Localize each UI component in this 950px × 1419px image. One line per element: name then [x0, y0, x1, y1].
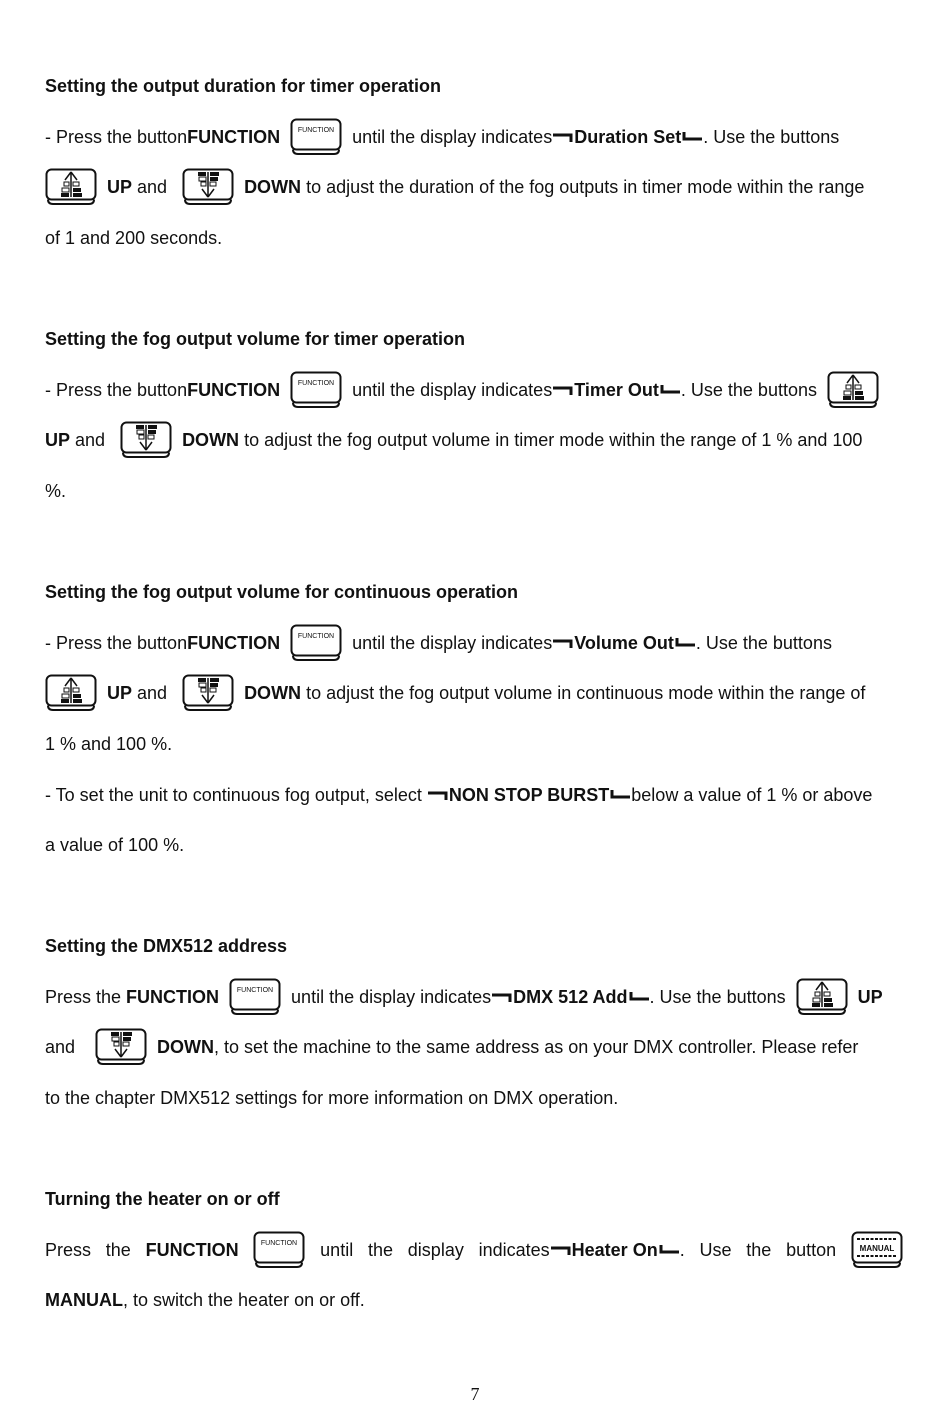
function-button-icon [290, 371, 342, 409]
paragraph-line: MANUAL , to switch the heater on or off. [45, 1289, 365, 1310]
quote-close-icon [681, 130, 703, 144]
section-title: Setting the fog output volume for continuous operation [45, 582, 518, 602]
display-text: Volume Out [574, 632, 674, 653]
down-button-icon [182, 674, 234, 712]
page-number: 7 [470, 1384, 480, 1404]
section-title: Setting the DMX512 address [45, 936, 288, 956]
quote-close-icon [674, 636, 696, 650]
up-button-icon [827, 371, 879, 409]
quote-close-icon [609, 788, 631, 802]
svg-text:FUNCTION: FUNCTION [297, 127, 335, 134]
display-text: Duration Set [574, 126, 682, 147]
paragraph-line: UP and DOWN to adjust the duration of the fog outputs in timer mode within the range [45, 167, 903, 207]
section-title: Setting the fog output volume for timer operation [45, 329, 465, 349]
function-button-icon [290, 118, 342, 156]
quote-close-icon [658, 1243, 680, 1257]
display-text: NON STOP BURST [448, 784, 610, 805]
quote-open-icon [552, 383, 574, 397]
function-button-icon [229, 978, 281, 1016]
section-title: Turning the heater on or off [45, 1189, 280, 1209]
quote-open-icon [552, 636, 574, 650]
up-button-icon [796, 978, 848, 1016]
paragraph-line: - To set the unit to continuous fog output, select NON STOP BURST below a value of 1 % or above [45, 784, 873, 805]
quote-open-icon [552, 130, 574, 144]
paragraph-line: UP and DOWN to adjust the fog output volume in continuous mode within the range of [45, 673, 903, 713]
paragraph-line: of 1 and 200 seconds. [45, 227, 223, 248]
display-text: Timer Out [574, 379, 659, 400]
svg-text:MANUAL: MANUAL [859, 1244, 895, 1253]
up-button-icon [45, 168, 97, 206]
paragraph-line: Press the FUNCTION FUNCTION until the display indicates Heater On . Use the button MANUAL [45, 1230, 903, 1270]
paragraph-line: Press the FUNCTION FUNCTION until the display indicates DMX 512 Add . Use the buttons UP [45, 977, 903, 1017]
function-button-icon [290, 624, 342, 662]
up-button-icon [45, 674, 97, 712]
paragraph-line: 1 % and 100 %. [45, 733, 173, 754]
quote-close-icon [659, 383, 681, 397]
paragraph-line: a value of 100 %. [45, 834, 185, 855]
svg-text:FUNCTION: FUNCTION [236, 987, 274, 994]
display-text: Heater On [571, 1239, 658, 1260]
paragraph-line: - Press the button FUNCTION FUNCTION until the display indicates Volume Out . Use the buttons [45, 623, 903, 663]
function-button-icon [253, 1231, 305, 1269]
svg-text:FUNCTION: FUNCTION [261, 1240, 298, 1247]
manual-button-icon [851, 1231, 903, 1269]
paragraph-line: - Press the button FUNCTION FUNCTION until the display indicates Duration Set . Use the buttons [45, 117, 903, 157]
paragraph-line: to the chapter DMX512 settings for more information on DMX operation. [45, 1087, 619, 1108]
quote-open-icon [491, 990, 513, 1004]
down-button-icon [120, 421, 172, 459]
quote-open-icon [427, 788, 449, 802]
paragraph-line: and DOWN , to set the machine to the same address as on your DMX controller. Please refer [45, 1027, 903, 1067]
paragraph-line: UP and DOWN to adjust the fog output volume in timer mode within the range of 1 % and 100 [45, 420, 903, 460]
display-text: DMX 512 Add [513, 986, 628, 1007]
quote-open-icon [550, 1243, 572, 1257]
down-button-icon [182, 168, 234, 206]
quote-close-icon [628, 990, 650, 1004]
paragraph-line: %. [45, 480, 67, 501]
svg-text:FUNCTION: FUNCTION [297, 380, 335, 387]
down-button-icon [95, 1028, 147, 1066]
paragraph-line: - Press the button FUNCTION FUNCTION until the display indicates Timer Out . Use the buttons [45, 370, 903, 410]
section-title: Setting the output duration for timer operation [45, 76, 441, 96]
svg-text:FUNCTION: FUNCTION [297, 633, 335, 640]
